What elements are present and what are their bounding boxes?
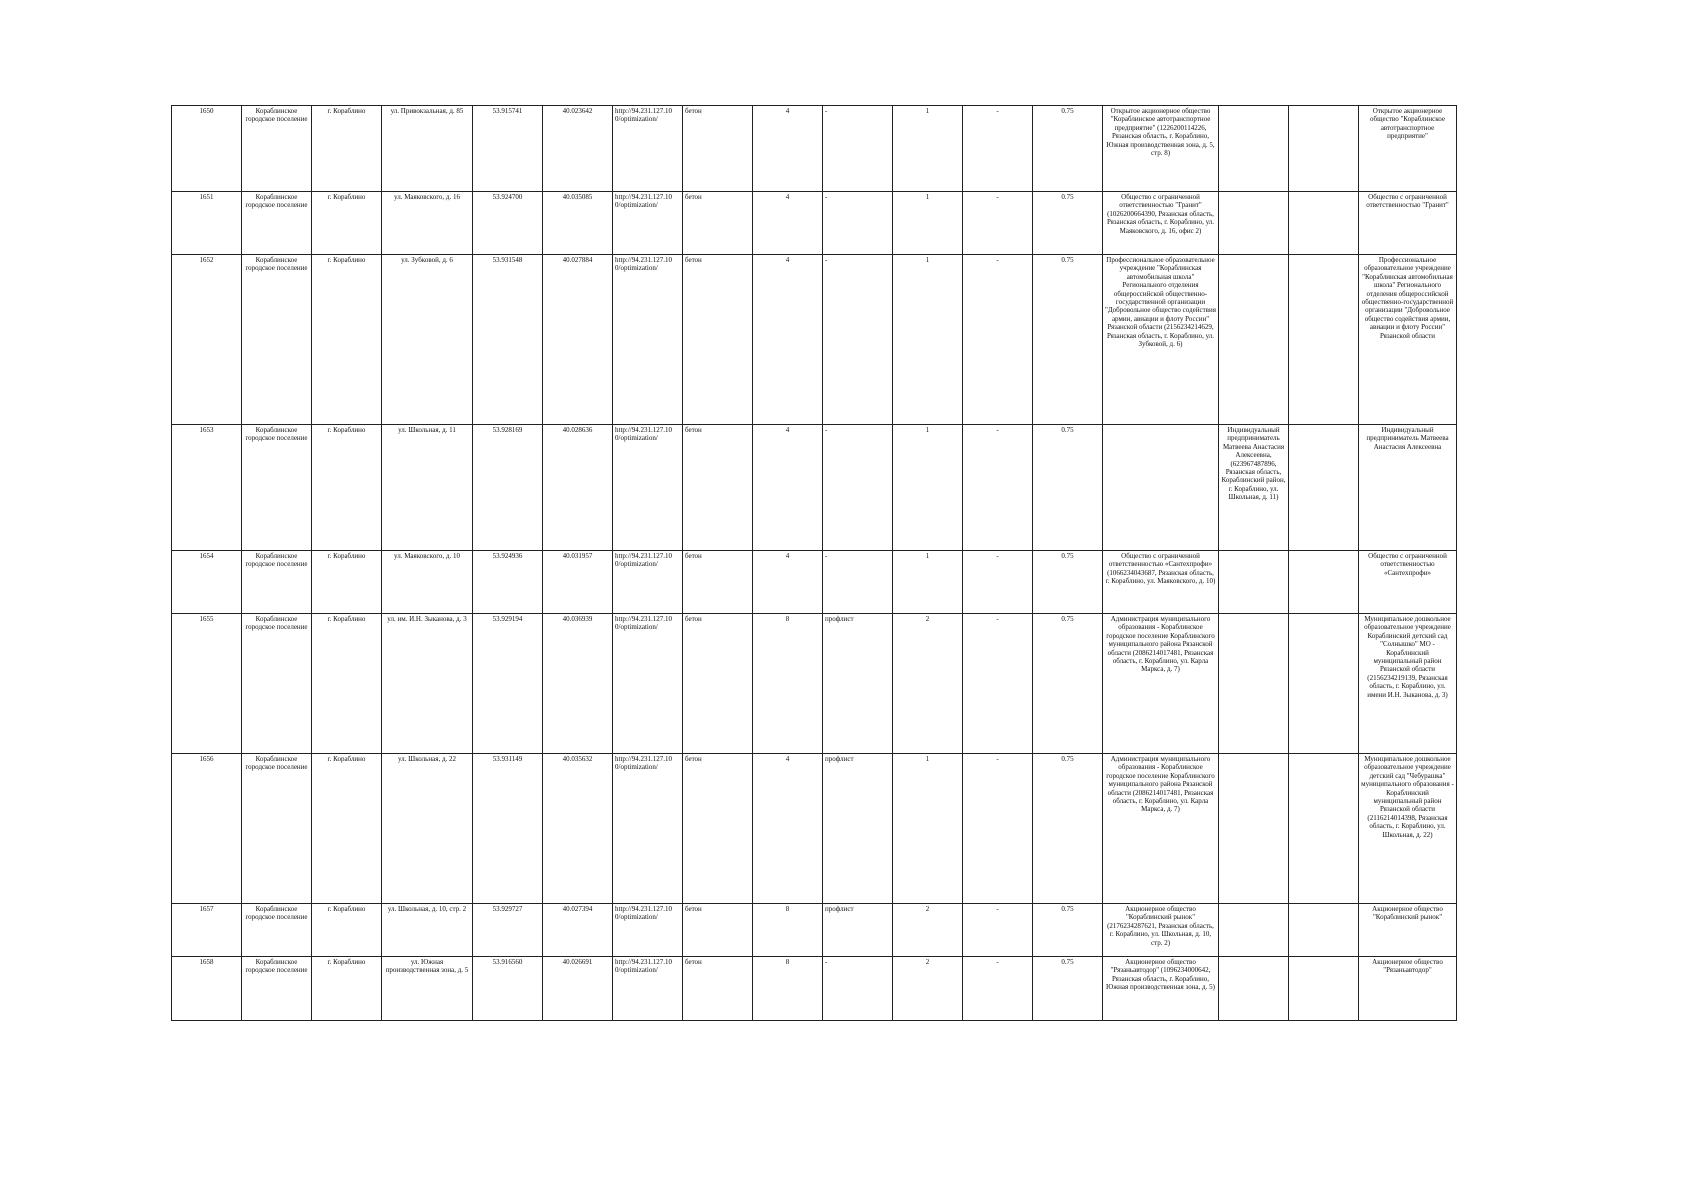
waste-sources-cell: Индивидуальный предприниматель Матвеева Анастасия Алексеевна bbox=[1359, 425, 1457, 551]
owner-individual-cell bbox=[1289, 614, 1359, 754]
container-count-cell: 1 bbox=[893, 754, 963, 904]
settlement-cell: Кораблинское городское поселение bbox=[242, 551, 312, 614]
container-volume-cell: 0.75 bbox=[1033, 425, 1103, 551]
planned-containers-cell: - bbox=[963, 192, 1033, 255]
waste-sources-cell: Общество с ограниченной ответственностью "Гранит" bbox=[1359, 192, 1457, 255]
city-cell: г. Кораблино bbox=[312, 106, 382, 192]
owner-individual-cell bbox=[1289, 904, 1359, 957]
surface-cell: бетон bbox=[683, 957, 753, 1021]
table-row bbox=[172, 614, 1457, 754]
waste-sources-cell: Профессиональное образовательное учреждение "Кораблинская автомобильная школа" Регионального отделения общероссийской общественно-государственной организации "Добровольное общество содействия армии, авиации и флоту России" Рязанской области bbox=[1359, 255, 1457, 425]
owner-entrepreneur-cell bbox=[1219, 551, 1289, 614]
container-count-cell: 1 bbox=[893, 425, 963, 551]
cover-cell: - bbox=[823, 192, 893, 255]
owner-legal-entity-cell: Общество с ограниченной ответственностью "Гранит" (1026200664390, Рязанская область, Рязанская область, г. Кораблино, ул. Маяковского, д. 16, офис 2) bbox=[1103, 192, 1219, 255]
container-volume-cell: 0.75 bbox=[1033, 754, 1103, 904]
table-row bbox=[172, 551, 1457, 614]
address-cell: ул. Привокзальная, д. 85 bbox=[382, 106, 473, 192]
area-cell: 4 bbox=[753, 425, 823, 551]
waste-sources-cell: Открытое акционерное общество "Кораблинское автотранспортное предприятие" bbox=[1359, 106, 1457, 192]
container-count-cell: 1 bbox=[893, 255, 963, 425]
container-count-cell: 1 bbox=[893, 106, 963, 192]
container-volume-cell: 0.75 bbox=[1033, 957, 1103, 1021]
surface-cell: бетон bbox=[683, 904, 753, 957]
table-row bbox=[172, 255, 1457, 425]
owner-individual-cell bbox=[1289, 754, 1359, 904]
area-cell: 4 bbox=[753, 106, 823, 192]
address-cell: ул. Маяковского, д. 16 bbox=[382, 192, 473, 255]
surface-cell: бетон bbox=[683, 106, 753, 192]
map-link-cell[interactable]: http://94.231.127.10 0/optimization/ bbox=[613, 957, 683, 1021]
map-link-cell[interactable]: http://94.231.127.10 0/optimization/ bbox=[613, 551, 683, 614]
longitude-cell: 40.028636 bbox=[543, 425, 613, 551]
cover-cell: - bbox=[823, 425, 893, 551]
table-row bbox=[172, 904, 1457, 957]
waste-sources-cell: Муниципальное дошкольное образовательное учреждение Кораблинский детский сад "Солнышко" МО - Кораблинский муниципальный район Рязанской области (2156234219139, Рязанская область, г. Кораблино, ул. имени И.Н. Зыканова, д. 3) bbox=[1359, 614, 1457, 754]
planned-containers-cell: - bbox=[963, 957, 1033, 1021]
cover-cell: - bbox=[823, 957, 893, 1021]
owner-legal-entity-cell: Общество с ограниченной ответственностью «Сантехпрофи» (1066234043687, Рязанская область, г. Кораблино, ул. Маяковского, д. 10) bbox=[1103, 551, 1219, 614]
map-link-cell[interactable]: http://94.231.127.10 0/optimization/ bbox=[613, 904, 683, 957]
owner-individual-cell bbox=[1289, 551, 1359, 614]
map-link-cell[interactable]: http://94.231.127.10 0/optimization/ bbox=[613, 255, 683, 425]
table-row bbox=[172, 754, 1457, 904]
owner-legal-entity-cell: Акционерное общество "Рязаньавтодор" (1096234000642, Рязанская область, г. Кораблино, Южная производственная зона, д. 5) bbox=[1103, 957, 1219, 1021]
owner-entrepreneur-cell bbox=[1219, 957, 1289, 1021]
table-body bbox=[172, 106, 1457, 1021]
latitude-cell: 53.924936 bbox=[473, 551, 543, 614]
owner-entrepreneur-cell bbox=[1219, 192, 1289, 255]
waste-sources-cell: Муниципальное дошкольное образовательное учреждение детский сад "Чебурашка" муниципального образования - Кораблинский муниципальный район Рязанской области (2116214014398, Рязанская область, г. Кораблино, ул. Школьная, д. 22) bbox=[1359, 754, 1457, 904]
planned-containers-cell: - bbox=[963, 106, 1033, 192]
latitude-cell: 53.931149 bbox=[473, 754, 543, 904]
planned-containers-cell: - bbox=[963, 551, 1033, 614]
longitude-cell: 40.031957 bbox=[543, 551, 613, 614]
latitude-cell: 53.929727 bbox=[473, 904, 543, 957]
container-volume-cell: 0.75 bbox=[1033, 904, 1103, 957]
address-cell: ул. Школьная, д. 10, стр. 2 bbox=[382, 904, 473, 957]
map-link-cell[interactable]: http://94.231.127.10 0/optimization/ bbox=[613, 614, 683, 754]
container-count-cell: 2 bbox=[893, 957, 963, 1021]
latitude-cell: 53.924700 bbox=[473, 192, 543, 255]
settlement-cell: Кораблинское городское поселение bbox=[242, 255, 312, 425]
address-cell: ул. Зубковой, д. 6 bbox=[382, 255, 473, 425]
address-cell: ул. Южная производственная зона, д. 5 bbox=[382, 957, 473, 1021]
row-number-cell: 1650 bbox=[172, 106, 242, 192]
cover-cell: профлист bbox=[823, 904, 893, 957]
owner-entrepreneur-cell bbox=[1219, 614, 1289, 754]
settlement-cell: Кораблинское городское поселение bbox=[242, 192, 312, 255]
planned-containers-cell: - bbox=[963, 255, 1033, 425]
address-cell: ул. Школьная, д. 22 bbox=[382, 754, 473, 904]
longitude-cell: 40.027394 bbox=[543, 904, 613, 957]
city-cell: г. Кораблино bbox=[312, 255, 382, 425]
city-cell: г. Кораблино bbox=[312, 754, 382, 904]
city-cell: г. Кораблино bbox=[312, 904, 382, 957]
owner-entrepreneur-cell bbox=[1219, 106, 1289, 192]
owner-entrepreneur-cell bbox=[1219, 255, 1289, 425]
row-number-cell: 1654 bbox=[172, 551, 242, 614]
longitude-cell: 40.026691 bbox=[543, 957, 613, 1021]
map-link-cell[interactable]: http://94.231.127.10 0/optimization/ bbox=[613, 192, 683, 255]
row-number-cell: 1656 bbox=[172, 754, 242, 904]
area-cell: 4 bbox=[753, 192, 823, 255]
address-cell: ул. Школьная, д. 11 bbox=[382, 425, 473, 551]
latitude-cell: 53.916560 bbox=[473, 957, 543, 1021]
owner-entrepreneur-cell: Индивидуальный предприниматель Матвеева Анастасия Алексеевна, (623967487896, Рязанская область, Кораблинский район, г. Кораблино, ул. Школьная, д. 11) bbox=[1219, 425, 1289, 551]
container-volume-cell: 0.75 bbox=[1033, 551, 1103, 614]
cover-cell: - bbox=[823, 106, 893, 192]
planned-containers-cell: - bbox=[963, 425, 1033, 551]
surface-cell: бетон bbox=[683, 425, 753, 551]
container-count-cell: 1 bbox=[893, 192, 963, 255]
waste-sources-cell: Общество с ограниченной ответственностью «Сантехпрофи» bbox=[1359, 551, 1457, 614]
container-count-cell: 1 bbox=[893, 551, 963, 614]
area-cell: 8 bbox=[753, 614, 823, 754]
row-number-cell: 1655 bbox=[172, 614, 242, 754]
container-count-cell: 2 bbox=[893, 904, 963, 957]
waste-sources-cell: Акционерное общество "Рязаньавтодор" bbox=[1359, 957, 1457, 1021]
cover-cell: профлист bbox=[823, 614, 893, 754]
owner-legal-entity-cell: Акционерное общество "Кораблинский рынок" (2176234287621, Рязанская область, г. Кораблино, ул. Школьная, д. 10, стр. 2) bbox=[1103, 904, 1219, 957]
area-cell: 8 bbox=[753, 904, 823, 957]
settlement-cell: Кораблинское городское поселение bbox=[242, 614, 312, 754]
container-count-cell: 2 bbox=[893, 614, 963, 754]
row-number-cell: 1652 bbox=[172, 255, 242, 425]
row-number-cell: 1658 bbox=[172, 957, 242, 1021]
surface-cell: бетон bbox=[683, 255, 753, 425]
registry-table bbox=[171, 105, 1457, 1021]
map-link-cell[interactable]: http://94.231.127.10 0/optimization/ bbox=[613, 754, 683, 904]
owner-legal-entity-cell bbox=[1103, 425, 1219, 551]
container-volume-cell: 0.75 bbox=[1033, 192, 1103, 255]
area-cell: 4 bbox=[753, 551, 823, 614]
owner-legal-entity-cell: Открытое акционерное общество "Кораблинское автотранспортное предприятие" (1226200114226, Рязанская область, г. Кораблино, Южная производственная зона, д. 5, стр. 8) bbox=[1103, 106, 1219, 192]
settlement-cell: Кораблинское городское поселение bbox=[242, 106, 312, 192]
container-volume-cell: 0.75 bbox=[1033, 614, 1103, 754]
planned-containers-cell: - bbox=[963, 614, 1033, 754]
city-cell: г. Кораблино bbox=[312, 551, 382, 614]
owner-individual-cell bbox=[1289, 425, 1359, 551]
row-number-cell: 1657 bbox=[172, 904, 242, 957]
area-cell: 4 bbox=[753, 754, 823, 904]
address-cell: ул. им. И.Н. Зыканова, д. 3 bbox=[382, 614, 473, 754]
table-row bbox=[172, 425, 1457, 551]
planned-containers-cell: - bbox=[963, 904, 1033, 957]
surface-cell: бетон bbox=[683, 192, 753, 255]
latitude-cell: 53.929194 bbox=[473, 614, 543, 754]
table-row bbox=[172, 192, 1457, 255]
latitude-cell: 53.928169 bbox=[473, 425, 543, 551]
address-cell: ул. Маяковского, д. 10 bbox=[382, 551, 473, 614]
settlement-cell: Кораблинское городское поселение bbox=[242, 957, 312, 1021]
owner-entrepreneur-cell bbox=[1219, 904, 1289, 957]
settlement-cell: Кораблинское городское поселение bbox=[242, 754, 312, 904]
cover-cell: - bbox=[823, 255, 893, 425]
city-cell: г. Кораблино bbox=[312, 614, 382, 754]
owner-legal-entity-cell: Профессиональное образовательное учреждение "Кораблинская автомобильная школа" Регионального отделения общероссийской общественно-государственной организации "Добровольное общество содействия армии, авиации и флоту России" Рязанской области (2156234214629, Рязанская область, г. Кораблино, ул. Зубковой, д. 6) bbox=[1103, 255, 1219, 425]
surface-cell: бетон bbox=[683, 754, 753, 904]
area-cell: 8 bbox=[753, 957, 823, 1021]
owner-individual-cell bbox=[1289, 192, 1359, 255]
map-link-cell[interactable]: http://94.231.127.10 0/optimization/ bbox=[613, 106, 683, 192]
table-row bbox=[172, 957, 1457, 1021]
surface-cell: бетон bbox=[683, 551, 753, 614]
waste-sources-cell: Акционерное общество "Кораблинский рынок" bbox=[1359, 904, 1457, 957]
longitude-cell: 40.035632 bbox=[543, 754, 613, 904]
owner-individual-cell bbox=[1289, 106, 1359, 192]
owner-individual-cell bbox=[1289, 255, 1359, 425]
longitude-cell: 40.023642 bbox=[543, 106, 613, 192]
settlement-cell: Кораблинское городское поселение bbox=[242, 904, 312, 957]
row-number-cell: 1653 bbox=[172, 425, 242, 551]
latitude-cell: 53.915741 bbox=[473, 106, 543, 192]
longitude-cell: 40.027884 bbox=[543, 255, 613, 425]
cover-cell: профлист bbox=[823, 754, 893, 904]
area-cell: 4 bbox=[753, 255, 823, 425]
city-cell: г. Кораблино bbox=[312, 192, 382, 255]
container-volume-cell: 0.75 bbox=[1033, 106, 1103, 192]
surface-cell: бетон bbox=[683, 614, 753, 754]
city-cell: г. Кораблино bbox=[312, 957, 382, 1021]
longitude-cell: 40.035085 bbox=[543, 192, 613, 255]
longitude-cell: 40.036939 bbox=[543, 614, 613, 754]
owner-legal-entity-cell: Администрация муниципального образования - Кораблинское городское поселение Кораблинского муниципального района Рязанской области (2086214017481, Рязанская область, г. Кораблино, ул. Карла Маркса, д. 7) bbox=[1103, 754, 1219, 904]
map-link-cell[interactable]: http://94.231.127.10 0/optimization/ bbox=[613, 425, 683, 551]
container-volume-cell: 0.75 bbox=[1033, 255, 1103, 425]
table-row bbox=[172, 106, 1457, 192]
row-number-cell: 1651 bbox=[172, 192, 242, 255]
cover-cell: - bbox=[823, 551, 893, 614]
owner-individual-cell bbox=[1289, 957, 1359, 1021]
settlement-cell: Кораблинское городское поселение bbox=[242, 425, 312, 551]
city-cell: г. Кораблино bbox=[312, 425, 382, 551]
owner-entrepreneur-cell bbox=[1219, 754, 1289, 904]
planned-containers-cell: - bbox=[963, 754, 1033, 904]
latitude-cell: 53.931548 bbox=[473, 255, 543, 425]
owner-legal-entity-cell: Администрация муниципального образования - Кораблинское городское поселение Кораблинского муниципального района Рязанской области (2086214017481, Рязанская область, г. Кораблино, ул. Карла Маркса, д. 7) bbox=[1103, 614, 1219, 754]
